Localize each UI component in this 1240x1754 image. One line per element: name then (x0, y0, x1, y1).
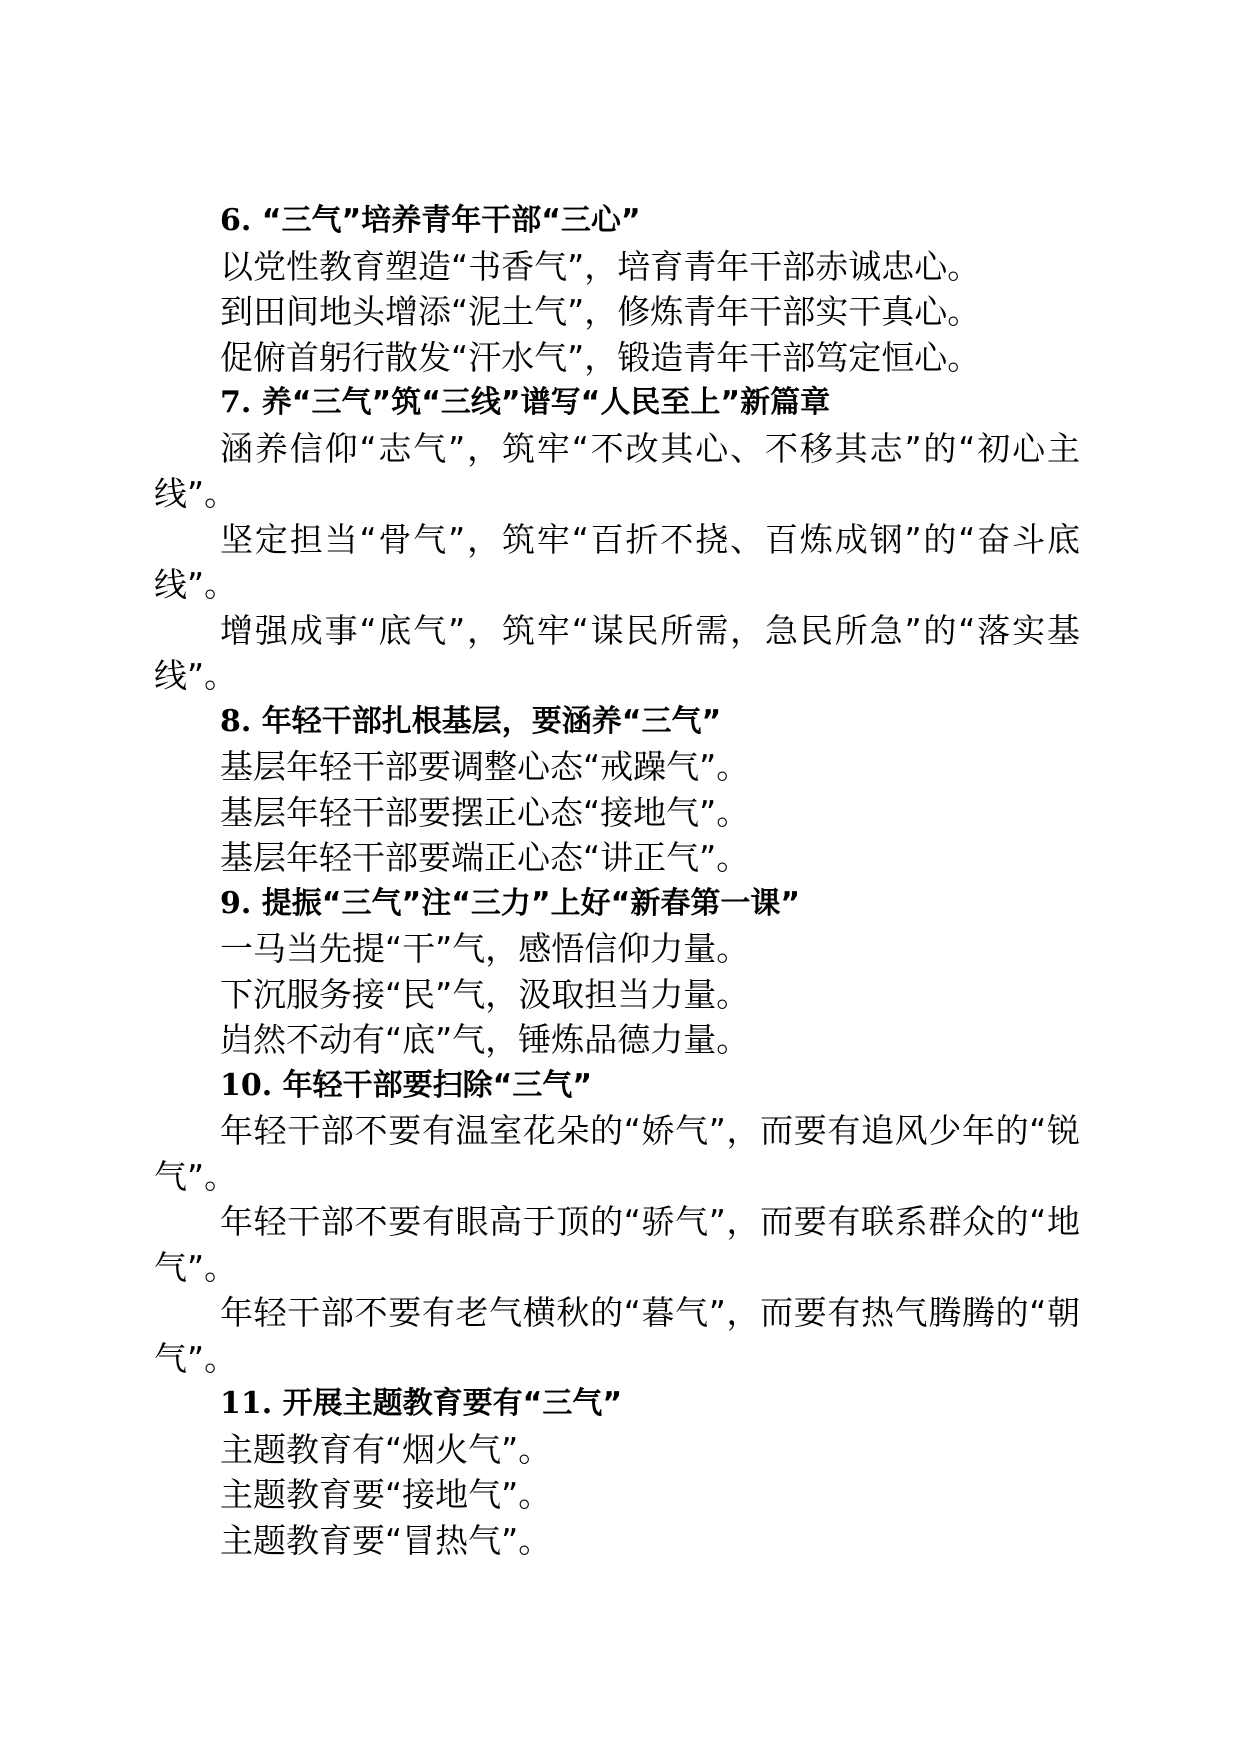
section-title: 年轻干部要扫除“三气” (282, 1067, 593, 1103)
section-number: 9. (220, 885, 252, 921)
paragraph: 主题教育要“接地气”。 (220, 1475, 552, 1514)
section-heading (154, 380, 1080, 426)
paragraph: 增强成事“底气”，筑牢“谋民所需，急民所急”的“落实基线”。 (154, 610, 1080, 695)
paragraph: 岿然不动有“底”气，锤炼品德力量。 (220, 1020, 750, 1059)
paragraph: 主题教育要“冒热气”。 (220, 1520, 552, 1560)
paragraph: 基层年轻干部要端正心态“讲正气”。 (220, 838, 750, 877)
paragraph: 基层年轻干部要调整心态“戒躁气”。 (220, 747, 750, 786)
paragraph: 到田间地头增添“泥土气”，修炼青年干部实干真心。 (220, 292, 981, 331)
section-heading (154, 198, 1080, 244)
paragraph: 主题教育有“烟火气”。 (220, 1429, 552, 1469)
section-heading (154, 1063, 1080, 1109)
section-number: 11. (220, 1386, 273, 1421)
paragraph: 涵养信仰“志气”，筑牢“不改其心、不移其志”的“初心主线”。 (154, 428, 1080, 513)
section-title: 提振“三气”注“三力”上好“新春第一课” (261, 885, 801, 921)
section-number: 8. (220, 703, 252, 739)
section-heading (154, 699, 1080, 745)
paragraph: 一马当先提“干”气，感悟信仰力量。 (220, 929, 750, 968)
section-heading (154, 881, 1080, 927)
paragraph: 下沉服务接“民”气，汲取担当力量。 (220, 974, 750, 1014)
section-heading (154, 1381, 1080, 1427)
paragraph: 坚定担当“骨气”，筑牢“百折不挠、百炼成钢”的“奋斗底线”。 (154, 519, 1080, 604)
paragraph: 年轻干部不要有温室花朵的“娇气”，而要有追风少年的“锐气”。 (154, 1111, 1080, 1196)
document-page (154, 198, 1080, 1563)
section-number: 6. (220, 203, 252, 238)
paragraph: 年轻干部不要有眼高于顶的“骄气”，而要有联系群众的“地气”。 (154, 1202, 1080, 1287)
section-title: 年轻干部扎根基层，要涵养“三气” (261, 703, 722, 739)
section-title: “三气”培养青年干部“三心” (261, 203, 641, 238)
paragraph: 以党性教育塑造“书香气”，培育青年干部赤诚忠心。 (220, 246, 981, 286)
section-number: 7. (220, 385, 252, 420)
section-title: 养“三气”筑“三线”谱写“人民至上”新篇章 (261, 385, 831, 420)
paragraph: 促俯首躬行散发“汗水气”，锻造青年干部笃定恒心。 (220, 337, 981, 377)
section-title: 开展主题教育要有“三气” (282, 1386, 623, 1421)
paragraph: 年轻干部不要有老气横秋的“暮气”，而要有热气腾腾的“朝气”。 (154, 1293, 1080, 1378)
section-number: 10. (220, 1067, 273, 1103)
paragraph: 基层年轻干部要摆正心态“接地气”。 (220, 792, 750, 832)
